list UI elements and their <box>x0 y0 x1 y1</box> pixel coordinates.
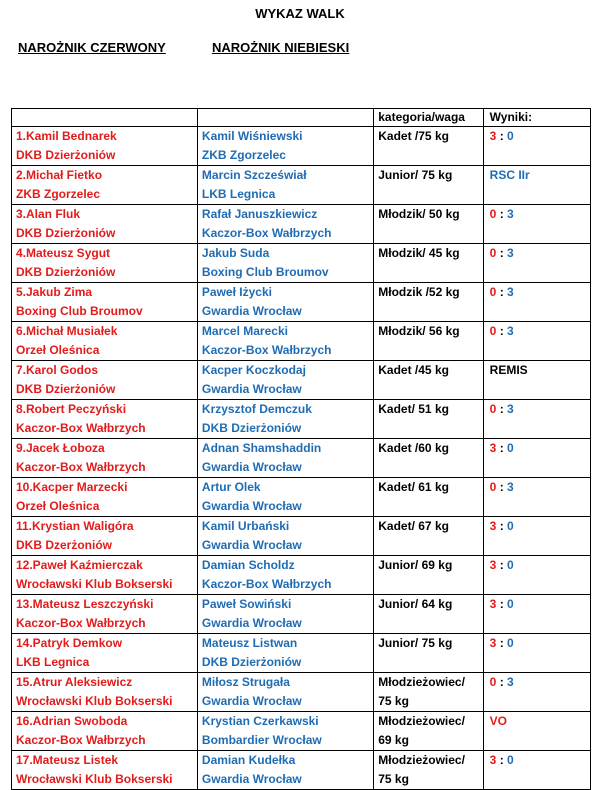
red-boxer-club: DKB Dzierżoniów <box>16 148 116 162</box>
result-blue-score: 0 <box>507 441 514 455</box>
result-red-score: 0 <box>489 207 497 221</box>
result-blue-score: 0 <box>507 636 514 650</box>
red-boxer-club: LKB Legnica <box>16 655 90 669</box>
red-boxer-name: 6.Michał Musiałek <box>16 324 118 338</box>
blue-boxer-club: Gwardia Wrocław <box>201 304 302 318</box>
category-cell <box>374 205 483 244</box>
category-weight: Junior/ 75 kg <box>378 636 453 650</box>
result-cell <box>483 478 590 517</box>
result-blue-score: 3 <box>507 324 514 338</box>
blue-boxer-name: Rafał Januszkiewicz <box>201 207 318 221</box>
table-row <box>12 244 591 283</box>
table-row <box>12 166 591 205</box>
red-corner-cell <box>12 556 198 595</box>
red-boxer-name: 5.Jakub Zima <box>16 285 93 299</box>
blue-boxer-club: Gwardia Wrocław <box>201 499 302 513</box>
result-cell <box>483 205 590 244</box>
result-cell <box>483 673 590 712</box>
blue-corner-cell <box>197 166 373 205</box>
result-line <box>490 283 590 302</box>
result-blue-score: 0 <box>507 558 514 572</box>
red-boxer-club: DKB Dzierżoniów <box>16 382 116 396</box>
category-cell <box>374 400 483 439</box>
category-weight: Młodzieżowiec/ <box>378 675 465 689</box>
red-boxer-club: Wrocławski Klub Bokserski <box>16 772 173 786</box>
result-separator: : <box>496 129 508 143</box>
blue-boxer-club: Gwardia Wrocław <box>201 382 302 396</box>
result-line <box>490 322 590 341</box>
blue-boxer-club: Bombardier Wrocław <box>201 733 322 747</box>
blue-corner-cell <box>197 127 373 166</box>
category-weight: Młodzieżowiec/ <box>378 753 465 767</box>
result-red-score: 3 <box>489 519 497 533</box>
red-corner-header: NAROŻNIK CZERWONY <box>18 40 166 55</box>
category-weight: Kadet/ 67 kg <box>378 519 449 533</box>
red-corner-cell <box>12 673 198 712</box>
header-blue-corner <box>197 109 373 127</box>
red-corner-cell <box>12 244 198 283</box>
category-weight: Kadet /60 kg <box>378 441 449 455</box>
result-line <box>490 712 590 731</box>
red-boxer-club: Orzeł Oleśnica <box>16 343 100 357</box>
category-cell <box>374 712 483 751</box>
category-weight: Kadet/ 51 kg <box>378 402 449 416</box>
category-weight: Junior/ 75 kg <box>378 168 453 182</box>
table-row <box>12 517 591 556</box>
result-blue-score: 3 <box>507 285 514 299</box>
table-row <box>12 322 591 361</box>
blue-boxer-name: Marcin Szczeświał <box>201 168 307 182</box>
table-row <box>12 556 591 595</box>
blue-corner-cell <box>197 517 373 556</box>
red-corner-cell <box>12 400 198 439</box>
result-red-score: 3 <box>489 753 497 767</box>
blue-boxer-name: Paweł Iżycki <box>201 285 272 299</box>
result-separator: : <box>496 480 508 494</box>
blue-corner-cell <box>197 361 373 400</box>
blue-boxer-name: Damian Scholdz <box>201 558 295 572</box>
result-line <box>490 595 590 614</box>
result-cell <box>483 283 590 322</box>
result-separator: : <box>496 675 508 689</box>
header-result: Wyniki: <box>483 109 590 127</box>
result-red-score: 0 <box>489 324 497 338</box>
result-cell <box>483 244 590 283</box>
blue-boxer-name: Mateusz Listwan <box>201 636 298 650</box>
result-blue-score: 0 <box>507 519 514 533</box>
red-corner-cell <box>12 283 198 322</box>
result-blue-score: 3 <box>507 207 514 221</box>
result-line <box>490 517 590 536</box>
result-blue-score: 0 <box>507 597 514 611</box>
category-cell <box>374 517 483 556</box>
result-separator: : <box>496 441 508 455</box>
blue-corner-cell <box>197 400 373 439</box>
result-cell <box>483 751 590 790</box>
red-corner-cell <box>12 595 198 634</box>
result-cell <box>483 166 590 205</box>
red-boxer-name: 16.Adrian Swoboda <box>16 714 128 728</box>
blue-boxer-name: Krystian Czerkawski <box>201 714 319 728</box>
blue-boxer-name: Adnan Shamshaddin <box>201 441 322 455</box>
blue-boxer-club: Boxing Club Broumov <box>201 265 329 279</box>
table-row <box>12 751 591 790</box>
blue-boxer-club: Gwardia Wrocław <box>201 772 302 786</box>
red-corner-cell <box>12 439 198 478</box>
category-cell <box>374 634 483 673</box>
red-boxer-club: Kaczor-Box Wałbrzych <box>16 460 146 474</box>
blue-boxer-club: LKB Legnica <box>201 187 276 201</box>
table-row <box>12 478 591 517</box>
result-blue-score: 0 <box>507 753 514 767</box>
result-red-score: 3 <box>489 129 497 143</box>
blue-boxer-name: Damian Kudełka <box>201 753 296 767</box>
result-cell <box>483 556 590 595</box>
blue-corner-cell <box>197 244 373 283</box>
result-line <box>490 244 590 263</box>
header-red-corner <box>12 109 198 127</box>
red-corner-cell <box>12 361 198 400</box>
result-red-score: RSC IIr <box>489 168 530 182</box>
result-line <box>490 478 590 497</box>
result-separator: : <box>496 207 508 221</box>
result-cell <box>483 712 590 751</box>
red-boxer-club: DKB Dzierżoniów <box>16 265 116 279</box>
blue-boxer-club: Gwardia Wrocław <box>201 538 302 552</box>
table-row <box>12 205 591 244</box>
category-cell <box>374 556 483 595</box>
header-category: kategoria/waga <box>374 109 483 127</box>
red-corner-cell <box>12 205 198 244</box>
result-blue-score: 3 <box>507 246 514 260</box>
blue-corner-cell <box>197 634 373 673</box>
result-cell <box>483 361 590 400</box>
category-weight: Kadet/ 61 kg <box>378 480 449 494</box>
result-separator: : <box>496 636 508 650</box>
red-corner-cell <box>12 517 198 556</box>
result-line <box>490 634 590 653</box>
category-cell <box>374 166 483 205</box>
blue-boxer-club: Gwardia Wrocław <box>201 616 302 630</box>
result-line <box>490 166 590 185</box>
table-row <box>12 712 591 751</box>
category-cell <box>374 322 483 361</box>
result-line <box>490 361 590 380</box>
result-red-score: 3 <box>489 441 497 455</box>
result-blue-score: 3 <box>507 480 514 494</box>
table-row <box>12 400 591 439</box>
result-separator: : <box>496 324 508 338</box>
table-row <box>12 361 591 400</box>
blue-corner-header: NAROŻNIK NIEBIESKI <box>212 40 350 55</box>
red-boxer-club: ZKB Zgorzelec <box>16 187 101 201</box>
red-boxer-name: 17.Mateusz Listek <box>16 753 119 767</box>
red-boxer-name: 9.Jacek Łoboza <box>16 441 105 455</box>
result-separator: : <box>496 285 508 299</box>
blue-boxer-club: DKB Dzierżoniów <box>201 421 302 435</box>
result-red-score: 0 <box>489 402 497 416</box>
red-corner-cell <box>12 127 198 166</box>
blue-boxer-name: Jakub Suda <box>201 246 270 260</box>
blue-boxer-club: Gwardia Wrocław <box>201 460 302 474</box>
category-weight: Junior/ 64 kg <box>378 597 453 611</box>
red-boxer-club: DKB Dzerżoniów <box>16 538 112 552</box>
red-boxer-name: 4.Mateusz Sygut <box>16 246 111 260</box>
category-weight: Kadet /45 kg <box>378 363 449 377</box>
blue-boxer-name: Kamil Wiśniewski <box>201 129 303 143</box>
blue-corner-cell <box>197 439 373 478</box>
category-cell <box>374 283 483 322</box>
blue-corner-cell <box>197 283 373 322</box>
red-boxer-name: 2.Michał Fietko <box>16 168 103 182</box>
category-cell <box>374 439 483 478</box>
blue-corner-cell <box>197 322 373 361</box>
red-corner-cell <box>12 478 198 517</box>
blue-boxer-name: Artur Olek <box>201 480 261 494</box>
result-red-score: 0 <box>489 285 497 299</box>
blue-boxer-club: DKB Dzierżoniów <box>201 655 302 669</box>
table-row <box>12 439 591 478</box>
red-boxer-name: 1.Kamil Bednarek <box>16 129 117 143</box>
category-weight: Młodzik/ 45 kg <box>378 246 460 260</box>
table-header-row <box>12 109 591 127</box>
blue-boxer-name: Kacper Koczkodaj <box>201 363 306 377</box>
blue-corner-cell <box>197 556 373 595</box>
category-weight-cont: 75 kg <box>378 772 409 786</box>
red-boxer-club: Kaczor-Box Wałbrzych <box>16 616 146 630</box>
result-blue-score: 3 <box>507 402 514 416</box>
red-boxer-name: 11.Krystian Waligóra <box>16 519 134 533</box>
blue-boxer-name: Marcel Marecki <box>201 324 288 338</box>
category-weight: Kadet /75 kg <box>378 129 449 143</box>
red-boxer-name: 10.Kacper Marzecki <box>16 480 128 494</box>
category-weight-cont: 75 kg <box>378 694 409 708</box>
table-row <box>12 673 591 712</box>
result-line <box>490 400 590 419</box>
category-cell <box>374 478 483 517</box>
red-boxer-name: 3.Alan Fluk <box>16 207 81 221</box>
result-line <box>490 751 590 770</box>
blue-corner-cell <box>197 478 373 517</box>
result-separator: : <box>496 402 508 416</box>
result-separator: : <box>496 753 508 767</box>
result-blue-score: 0 <box>507 129 514 143</box>
table-row <box>12 595 591 634</box>
result-blue-score: 3 <box>507 675 514 689</box>
red-boxer-club: Boxing Club Broumov <box>16 304 143 318</box>
result-cell <box>483 127 590 166</box>
blue-corner-cell <box>197 712 373 751</box>
category-weight: Młodzik/ 50 kg <box>378 207 460 221</box>
blue-boxer-club: Gwardia Wrocław <box>201 694 302 708</box>
result-separator: : <box>496 597 508 611</box>
result-line <box>490 439 590 458</box>
result-red-score: REMIS <box>489 363 528 377</box>
red-boxer-club: DKB Dzierżoniów <box>16 226 116 240</box>
category-weight: Młodzik /52 kg <box>378 285 460 299</box>
table-row <box>12 283 591 322</box>
red-corner-cell <box>12 322 198 361</box>
category-cell <box>374 751 483 790</box>
red-boxer-name: 8.Robert Peczyński <box>16 402 127 416</box>
result-red-score: 0 <box>489 480 497 494</box>
blue-boxer-club: Kaczor-Box Wałbrzych <box>201 577 332 591</box>
result-line <box>490 205 590 224</box>
result-red-score: VO <box>489 714 508 728</box>
category-cell <box>374 673 483 712</box>
blue-corner-cell <box>197 751 373 790</box>
blue-boxer-club: ZKB Zgorzelec <box>201 148 286 162</box>
result-separator: : <box>496 519 508 533</box>
red-boxer-club: Wrocławski Klub Bokserski <box>16 577 173 591</box>
red-boxer-name: 7.Karol Godos <box>16 363 99 377</box>
red-boxer-club: Kaczor-Box Wałbrzych <box>16 421 146 435</box>
red-corner-cell <box>12 166 198 205</box>
red-boxer-name: 13.Mateusz Leszczyński <box>16 597 154 611</box>
page-title: WYKAZ WALK <box>255 6 345 21</box>
result-red-score: 3 <box>489 597 497 611</box>
category-weight: Młodzik/ 56 kg <box>378 324 460 338</box>
table-row <box>12 127 591 166</box>
blue-boxer-name: Kamil Urbański <box>201 519 290 533</box>
red-boxer-name: 15.Atrur Aleksiewicz <box>16 675 133 689</box>
result-red-score: 0 <box>489 246 497 260</box>
result-cell <box>483 322 590 361</box>
result-red-score: 3 <box>489 636 497 650</box>
red-boxer-name: 12.Paweł Kaźmierczak <box>16 558 143 572</box>
result-cell <box>483 595 590 634</box>
red-boxer-club: Wrocławski Klub Bokserski <box>16 694 173 708</box>
red-corner-cell <box>12 634 198 673</box>
result-line <box>490 673 590 692</box>
category-weight-cont: 69 kg <box>378 733 409 747</box>
red-corner-cell <box>12 712 198 751</box>
red-corner-cell <box>12 751 198 790</box>
result-cell <box>483 517 590 556</box>
category-cell <box>374 361 483 400</box>
category-cell <box>374 244 483 283</box>
blue-boxer-club: Kaczor-Box Wałbrzych <box>201 226 332 240</box>
result-line <box>490 127 590 146</box>
result-line <box>490 556 590 575</box>
table-row <box>12 634 591 673</box>
red-boxer-club: Kaczor-Box Wałbrzych <box>16 733 146 747</box>
category-cell <box>374 595 483 634</box>
red-boxer-name: 14.Patryk Demkow <box>16 636 123 650</box>
blue-corner-cell <box>197 673 373 712</box>
result-red-score: 3 <box>489 558 497 572</box>
result-separator: : <box>496 558 508 572</box>
category-weight: Junior/ 69 kg <box>378 558 453 572</box>
result-cell <box>483 634 590 673</box>
blue-corner-cell <box>197 205 373 244</box>
category-weight: Młodzieżowiec/ <box>378 714 465 728</box>
result-separator: : <box>496 246 508 260</box>
blue-boxer-name: Miłosz Strugała <box>201 675 290 689</box>
blue-corner-cell <box>197 595 373 634</box>
red-boxer-club: Orzeł Oleśnica <box>16 499 100 513</box>
blue-boxer-name: Paweł Sowiński <box>201 597 292 611</box>
result-cell <box>483 439 590 478</box>
fights-table <box>11 108 591 790</box>
result-cell <box>483 400 590 439</box>
result-red-score: 0 <box>489 675 497 689</box>
blue-boxer-name: Krzysztof Demczuk <box>201 402 312 416</box>
blue-boxer-club: Kaczor-Box Wałbrzych <box>201 343 332 357</box>
category-cell <box>374 127 483 166</box>
